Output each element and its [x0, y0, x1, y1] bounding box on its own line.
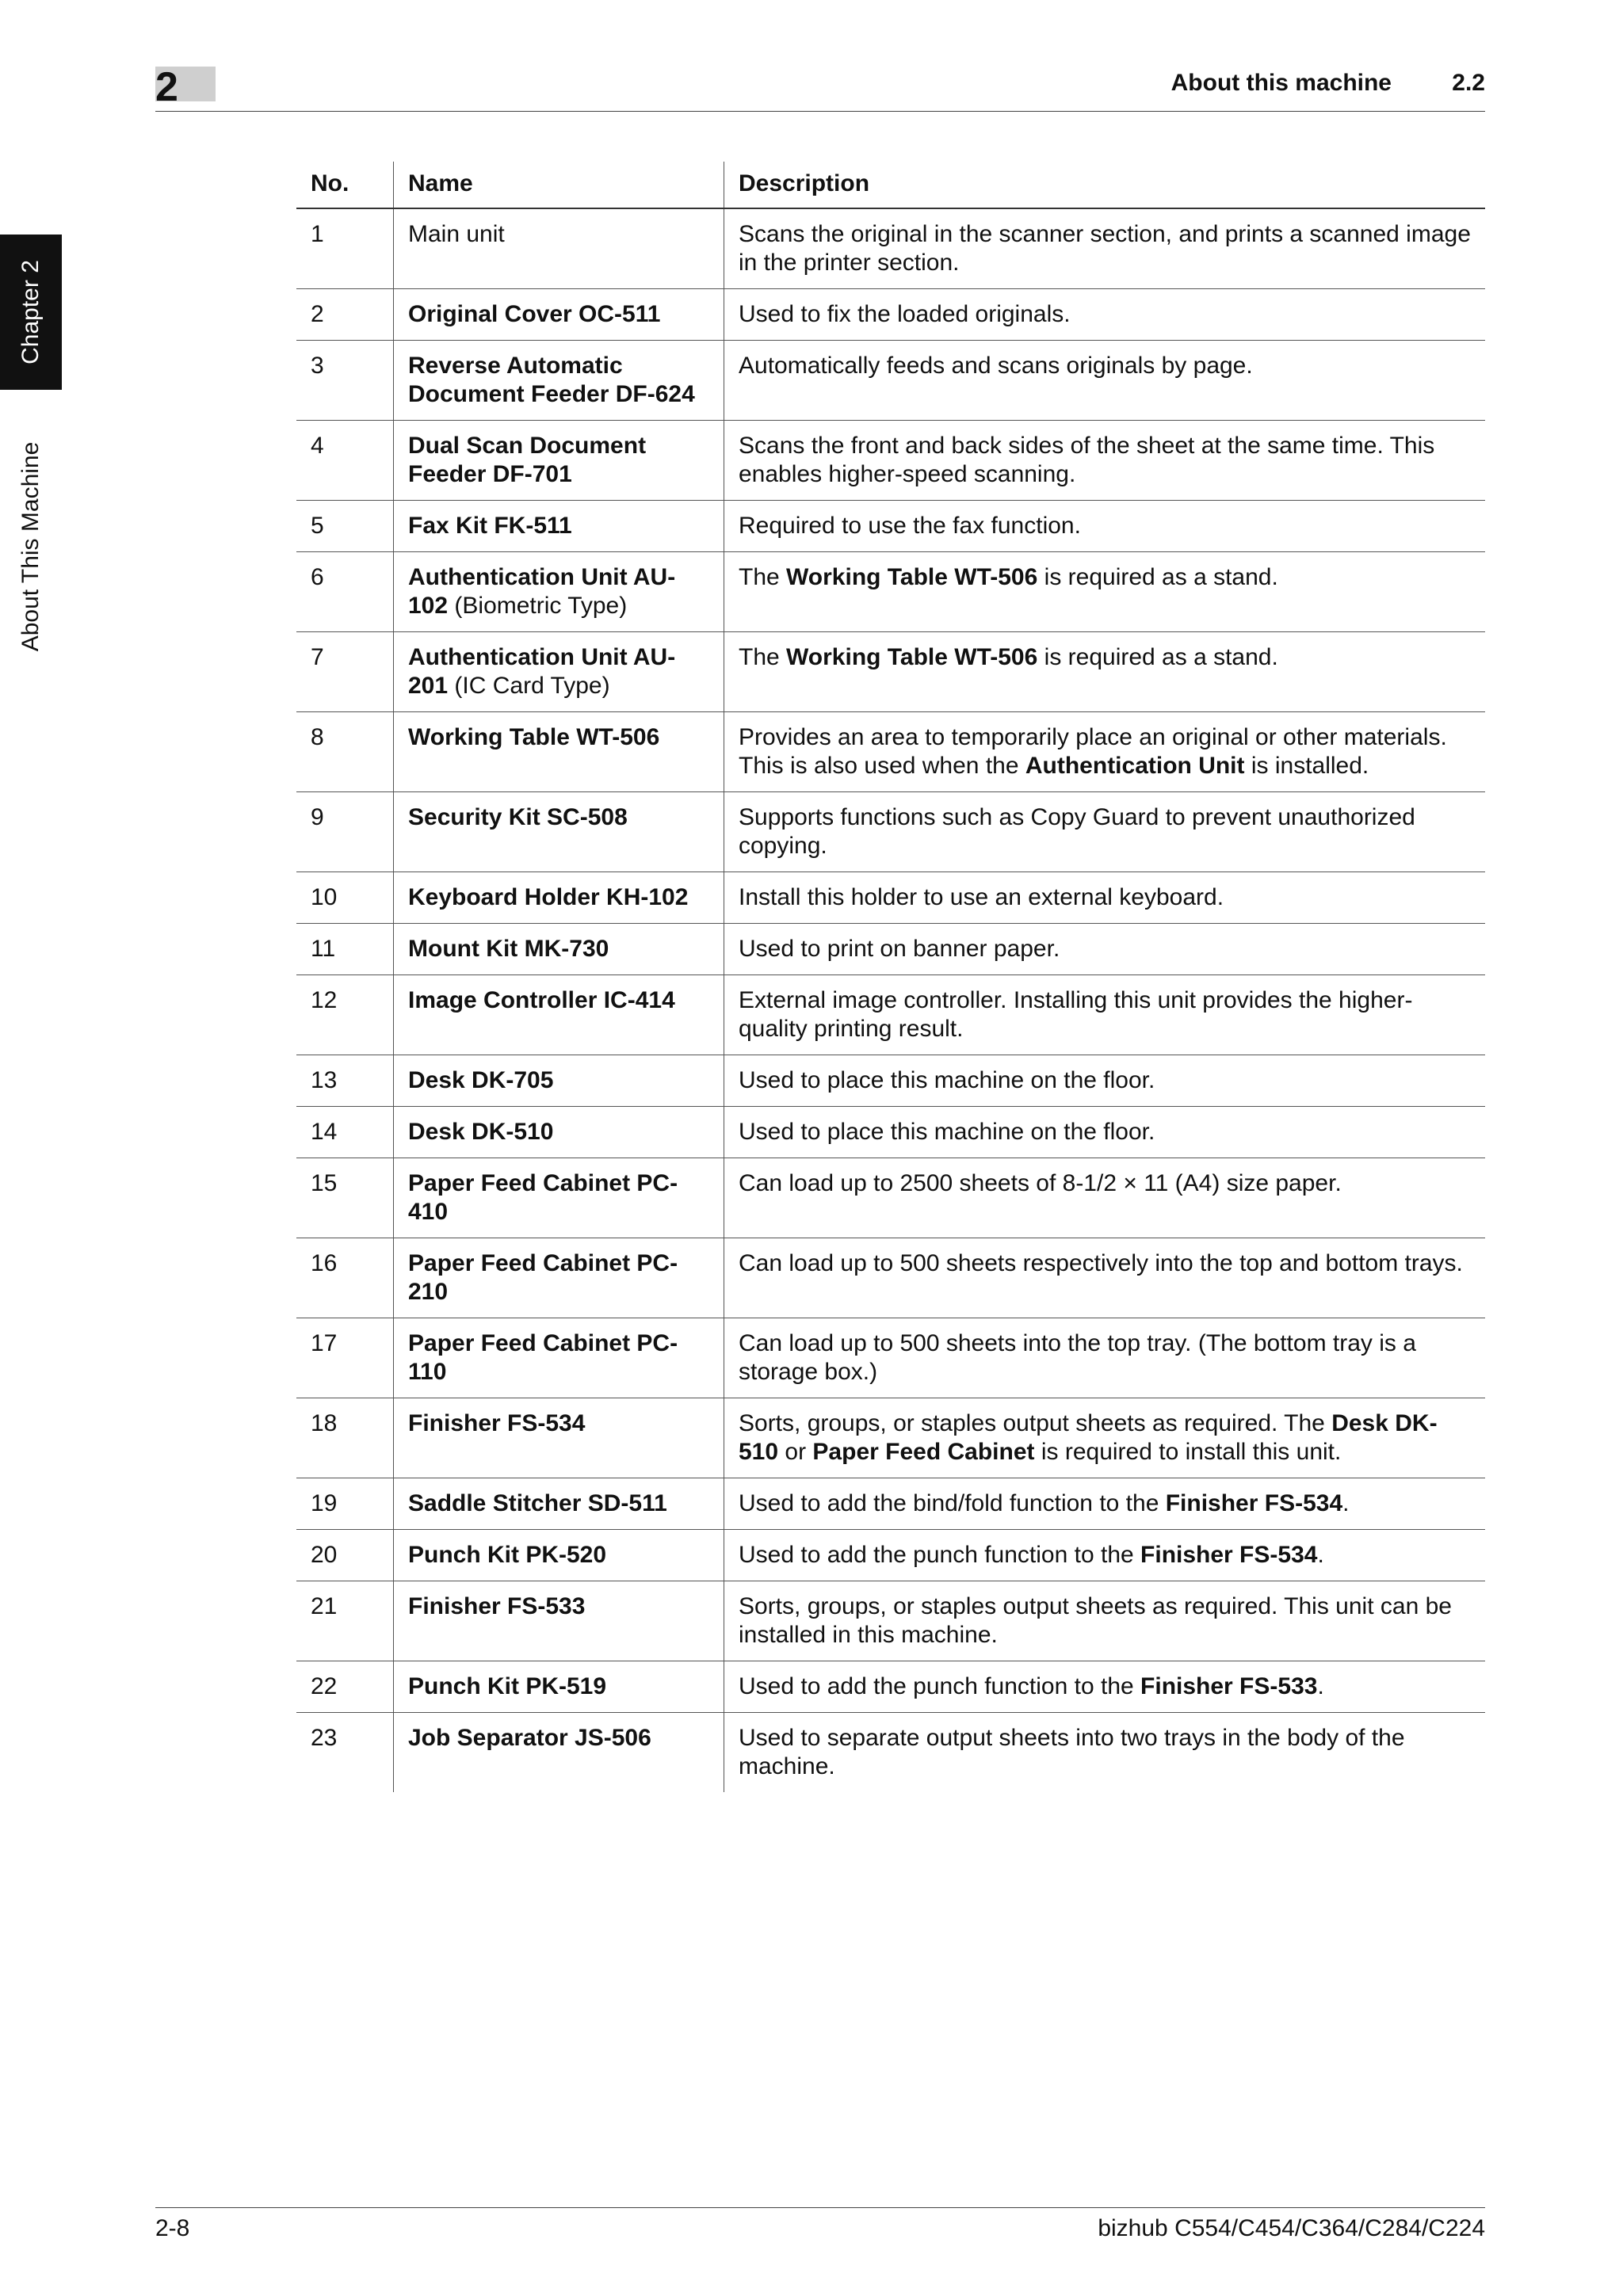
description-emphasis: Finisher FS-534 — [1140, 1542, 1318, 1568]
table-row — [296, 208, 1485, 289]
row-number: 7 — [296, 632, 394, 712]
part-description — [724, 712, 1486, 792]
part-name-text: Fax Kit FK-511 — [408, 513, 572, 539]
part-description — [724, 1158, 1486, 1238]
chapter-number: 2 — [155, 64, 178, 110]
row-number: 21 — [296, 1581, 394, 1661]
table-row — [296, 712, 1485, 792]
table-row — [296, 1581, 1485, 1661]
description-text: Used to separate output sheets into two trays in the body of the machine. — [739, 1725, 1405, 1779]
row-number: 5 — [296, 501, 394, 552]
column-header-name: Name — [394, 162, 724, 208]
row-number: 14 — [296, 1107, 394, 1158]
part-name — [394, 1530, 724, 1581]
part-name — [394, 501, 724, 552]
table-row — [296, 1318, 1485, 1398]
part-description — [724, 1713, 1486, 1793]
part-name — [394, 792, 724, 872]
table-row — [296, 872, 1485, 924]
table-body — [296, 208, 1485, 1792]
part-description — [724, 872, 1486, 924]
part-name-text: Reverse Automatic Document Feeder DF-624 — [408, 353, 695, 407]
part-name-text: Saddle Stitcher SD-511 — [408, 1490, 667, 1516]
part-name — [394, 1158, 724, 1238]
description-text: The — [739, 564, 787, 590]
part-description — [724, 421, 1486, 501]
part-description — [724, 208, 1486, 289]
part-description — [724, 632, 1486, 712]
description-emphasis: Working Table WT-506 — [786, 644, 1038, 670]
row-number: 20 — [296, 1530, 394, 1581]
row-number: 3 — [296, 341, 394, 421]
part-name-text: Punch Kit PK-520 — [408, 1542, 607, 1568]
part-name-text: Dual Scan Document Feeder DF-701 — [408, 433, 647, 487]
chapter-side-label — [0, 420, 62, 673]
part-name-text: Working Table WT-506 — [408, 724, 660, 750]
part-description — [724, 341, 1486, 421]
row-number: 17 — [296, 1318, 394, 1398]
part-name-text: Authentication Unit AU-201 — [408, 644, 676, 699]
part-name — [394, 1107, 724, 1158]
column-header-description: Description — [739, 170, 870, 196]
part-name — [394, 975, 724, 1055]
description-emphasis: Finisher FS-533 — [1140, 1673, 1318, 1699]
part-name-text: Paper Feed Cabinet PC-410 — [408, 1170, 678, 1225]
chapter-side-label-text: About This Machine — [17, 441, 44, 652]
column-header-no: No. — [296, 162, 394, 208]
part-name — [394, 924, 724, 975]
description-text: is required as a stand. — [1037, 564, 1278, 590]
row-number: 6 — [296, 552, 394, 632]
description-text: Used to print on banner paper. — [739, 936, 1060, 962]
table-row — [296, 1107, 1485, 1158]
table-row — [296, 1530, 1485, 1581]
table-header-row — [296, 162, 1485, 208]
part-description — [724, 289, 1486, 341]
row-number: 13 — [296, 1055, 394, 1107]
row-number: 2 — [296, 289, 394, 341]
description-text: Used to fix the loaded originals. — [739, 301, 1071, 327]
product-model: bizhub C554/C454/C364/C284/C224 — [1098, 2215, 1485, 2241]
part-name-text: Main unit — [408, 221, 505, 247]
description-text: . — [1342, 1490, 1350, 1516]
description-text: Used to place this machine on the floor. — [739, 1119, 1155, 1145]
description-text: Required to use the fax function. — [739, 513, 1081, 539]
part-name — [394, 1581, 724, 1661]
running-header-section: 2.2 — [1452, 70, 1485, 96]
part-name — [394, 341, 724, 421]
description-emphasis: Working Table WT-506 — [786, 564, 1038, 590]
row-number: 19 — [296, 1478, 394, 1530]
table-row — [296, 924, 1485, 975]
row-number: 4 — [296, 421, 394, 501]
description-text: Scans the front and back sides of the sheet at the same time. This enables higher-speed scanning. — [739, 433, 1435, 487]
part-name — [394, 632, 724, 712]
description-text: . — [1317, 1673, 1324, 1699]
part-name-text: Desk DK-510 — [408, 1119, 554, 1145]
part-description — [724, 552, 1486, 632]
part-description — [724, 792, 1486, 872]
part-name-text: Keyboard Holder KH-102 — [408, 884, 689, 910]
part-description — [724, 501, 1486, 552]
part-name — [394, 421, 724, 501]
row-number: 16 — [296, 1238, 394, 1318]
description-text: Used to place this machine on the floor. — [739, 1067, 1155, 1093]
part-name — [394, 1478, 724, 1530]
part-name — [394, 1318, 724, 1398]
description-text: Provides an area to temporarily place an original or other materials. This is also used when the — [739, 724, 1447, 779]
description-text: External image controller. Installing this unit provides the higher-quality printing result. — [739, 987, 1413, 1042]
description-text: is required as a stand. — [1037, 644, 1278, 670]
table-row — [296, 1398, 1485, 1478]
description-text: The — [739, 644, 787, 670]
description-text: Can load up to 500 sheets into the top tray. (The bottom tray is a storage box.) — [739, 1330, 1416, 1385]
part-name-text: (Biometric Type) — [448, 593, 628, 619]
row-number: 12 — [296, 975, 394, 1055]
part-name — [394, 1238, 724, 1318]
part-description — [724, 1238, 1486, 1318]
part-description — [724, 924, 1486, 975]
footer-divider — [155, 2207, 1485, 2208]
part-name-text: Authentication Unit AU-102 — [408, 564, 676, 619]
part-description — [724, 1055, 1486, 1107]
part-name — [394, 1713, 724, 1793]
part-name — [394, 1398, 724, 1478]
table-row — [296, 975, 1485, 1055]
description-text: Install this holder to use an external keyboard. — [739, 884, 1224, 910]
part-name-text: (IC Card Type) — [448, 673, 610, 699]
part-name — [394, 872, 724, 924]
table-row — [296, 1713, 1485, 1793]
row-number: 1 — [296, 208, 394, 289]
table-row — [296, 341, 1485, 421]
part-name-text: Punch Kit PK-519 — [408, 1673, 607, 1699]
description-emphasis: Authentication Unit — [1025, 753, 1245, 779]
table-row — [296, 552, 1485, 632]
description-text: . — [1317, 1542, 1324, 1568]
table-row — [296, 289, 1485, 341]
part-name-text: Image Controller IC-414 — [408, 987, 675, 1013]
part-name — [394, 552, 724, 632]
part-name — [394, 712, 724, 792]
part-description — [724, 1107, 1486, 1158]
description-text: Sorts, groups, or staples output sheets as required. The — [739, 1410, 1332, 1436]
description-text: Supports functions such as Copy Guard to prevent unauthorized copying. — [739, 804, 1415, 859]
row-number: 15 — [296, 1158, 394, 1238]
part-description — [724, 1318, 1486, 1398]
part-description — [724, 1530, 1486, 1581]
description-text: Sorts, groups, or staples output sheets as required. This unit can be installed in this machine. — [739, 1593, 1452, 1648]
description-text: Can load up to 500 sheets respectively into the top and bottom trays. — [739, 1250, 1463, 1276]
part-description — [724, 975, 1486, 1055]
description-text: is installed. — [1244, 753, 1369, 779]
part-name — [394, 1661, 724, 1713]
part-description — [724, 1661, 1486, 1713]
description-text: Automatically feeds and scans originals by page. — [739, 353, 1253, 379]
description-text: or — [778, 1439, 813, 1465]
table-row — [296, 632, 1485, 712]
part-name-text: Security Kit SC-508 — [408, 804, 628, 830]
table-row — [296, 1238, 1485, 1318]
option-parts-table — [296, 162, 1485, 1792]
description-emphasis: Paper Feed Cabinet — [812, 1439, 1035, 1465]
part-description — [724, 1398, 1486, 1478]
running-header-title: About this machine — [1170, 70, 1392, 96]
part-name-text: Paper Feed Cabinet PC-110 — [408, 1330, 678, 1385]
part-name — [394, 1055, 724, 1107]
part-name-text: Desk DK-705 — [408, 1067, 554, 1093]
table-row — [296, 792, 1485, 872]
part-description — [724, 1581, 1486, 1661]
table-row — [296, 1055, 1485, 1107]
table-row — [296, 1661, 1485, 1713]
part-name-text: Mount Kit MK-730 — [408, 936, 609, 962]
description-text: Used to add the bind/fold function to the — [739, 1490, 1166, 1516]
table-row — [296, 1478, 1485, 1530]
row-number: 8 — [296, 712, 394, 792]
chapter-tab[interactable] — [0, 235, 62, 390]
part-name-text: Original Cover OC-511 — [408, 301, 661, 327]
part-name — [394, 208, 724, 289]
table-row — [296, 501, 1485, 552]
part-name-text: Job Separator JS-506 — [408, 1725, 651, 1751]
row-number: 22 — [296, 1661, 394, 1713]
description-text: is required to install this unit. — [1034, 1439, 1342, 1465]
row-number: 23 — [296, 1713, 394, 1793]
part-name-text: Finisher FS-533 — [408, 1593, 586, 1619]
part-name — [394, 289, 724, 341]
chapter-tab-label: Chapter 2 — [17, 260, 44, 364]
part-name-text: Paper Feed Cabinet PC-210 — [408, 1250, 678, 1305]
description-text: Used to add the punch function to the — [739, 1673, 1141, 1699]
description-text: Used to add the punch function to the — [739, 1542, 1141, 1568]
part-description — [724, 1478, 1486, 1530]
row-number: 10 — [296, 872, 394, 924]
header-divider — [155, 111, 1485, 112]
description-text: Scans the original in the scanner section, and prints a scanned image in the printer section. — [739, 221, 1471, 276]
row-number: 9 — [296, 792, 394, 872]
page-number: 2-8 — [155, 2215, 190, 2241]
description-emphasis: Finisher FS-534 — [1165, 1490, 1343, 1516]
table-row — [296, 1158, 1485, 1238]
description-text: Can load up to 2500 sheets of 8-1/2 × 11 (A4) size paper. — [739, 1170, 1342, 1196]
row-number: 11 — [296, 924, 394, 975]
description-emphasis: Desk DK-510 — [739, 1410, 1438, 1465]
row-number: 18 — [296, 1398, 394, 1478]
part-name-text: Finisher FS-534 — [408, 1410, 586, 1436]
table-row — [296, 421, 1485, 501]
